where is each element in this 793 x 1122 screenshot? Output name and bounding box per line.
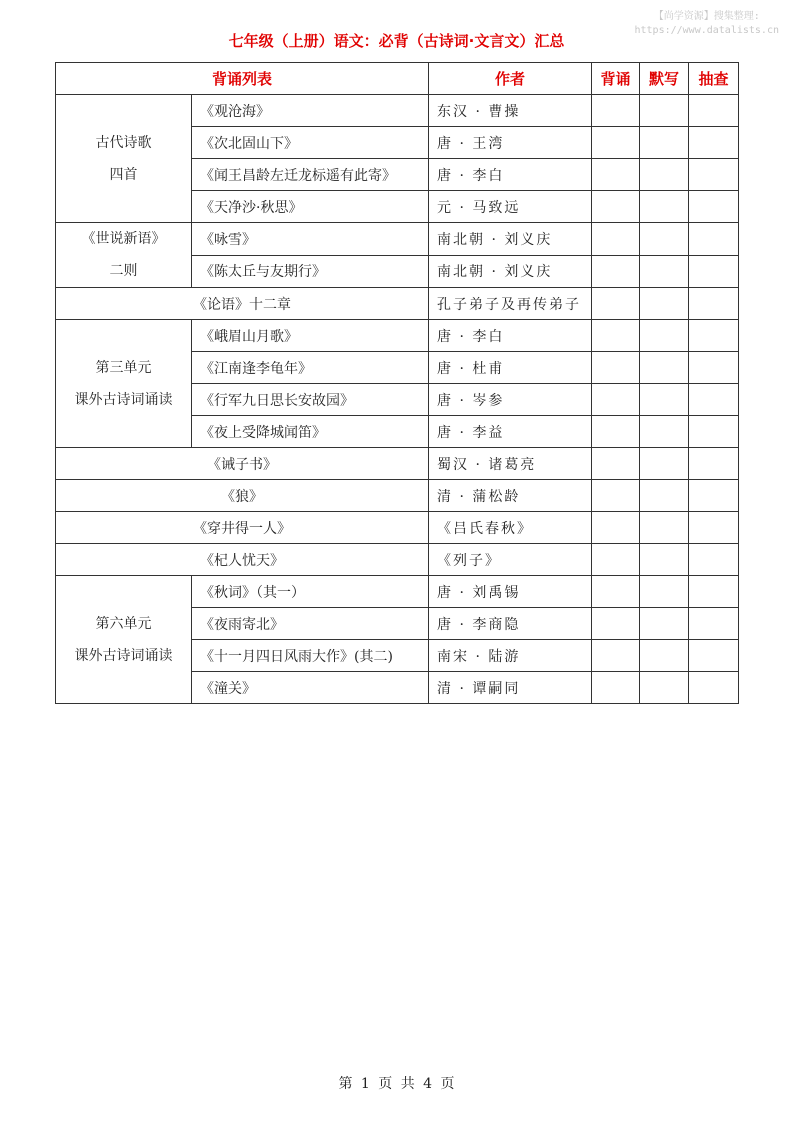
recite-cell[interactable] xyxy=(592,576,640,608)
author-cell: 南北朝 · 刘义庆 xyxy=(429,223,592,256)
title-cell: 《行军九日思长安故园》 xyxy=(192,384,429,416)
table-row xyxy=(56,544,739,576)
title-cell: 《咏雪》 xyxy=(192,223,429,256)
author-cell: 《吕氏春秋》 xyxy=(429,512,592,544)
group-sublabel: 二则 xyxy=(109,263,138,279)
recite-cell[interactable] xyxy=(592,384,640,416)
check-cell[interactable] xyxy=(689,512,739,544)
check-cell[interactable] xyxy=(689,480,739,512)
author-cell: 元 · 马致远 xyxy=(429,191,592,223)
header-recite: 背诵 xyxy=(592,63,640,95)
author-cell: 清 · 蒲松龄 xyxy=(429,480,592,512)
author-cell: 清 · 谭嗣同 xyxy=(429,672,592,704)
dictate-cell[interactable] xyxy=(640,448,689,480)
group-sublabel: 四首 xyxy=(109,166,138,183)
recite-cell[interactable] xyxy=(592,608,640,640)
watermark-line2: https://www.datalists.cn xyxy=(634,25,779,36)
group-cell xyxy=(56,223,192,288)
recite-cell[interactable] xyxy=(592,223,640,256)
recite-cell[interactable] xyxy=(592,416,640,448)
dictate-cell[interactable] xyxy=(640,672,689,704)
check-cell[interactable] xyxy=(689,384,739,416)
title-cell: 《江南逢李龟年》 xyxy=(192,352,429,384)
dictate-cell[interactable] xyxy=(640,255,689,288)
author-cell: 唐 · 李益 xyxy=(429,416,592,448)
dictate-cell[interactable] xyxy=(640,608,689,640)
recite-cell[interactable] xyxy=(592,672,640,704)
table-row xyxy=(56,576,739,608)
check-cell[interactable] xyxy=(689,288,739,320)
recitation-table xyxy=(55,62,739,704)
check-cell[interactable] xyxy=(689,576,739,608)
recite-cell[interactable] xyxy=(592,480,640,512)
group-cell xyxy=(56,320,192,448)
dictate-cell[interactable] xyxy=(640,159,689,191)
watermark-line1: 【尚学资源】搜集整理: xyxy=(653,11,760,22)
dictate-cell[interactable] xyxy=(640,384,689,416)
dictate-cell[interactable] xyxy=(640,352,689,384)
dictate-cell[interactable] xyxy=(640,480,689,512)
check-cell[interactable] xyxy=(689,672,739,704)
title-cell: 《诫子书》 xyxy=(56,448,429,480)
title-cell: 《夜上受降城闻笛》 xyxy=(192,416,429,448)
dictate-cell[interactable] xyxy=(640,95,689,127)
table-row xyxy=(56,320,739,352)
author-cell: 唐 · 王湾 xyxy=(429,127,592,159)
group-label: 第六单元 xyxy=(95,615,152,632)
dictate-cell[interactable] xyxy=(640,191,689,223)
author-cell: 南宋 · 陆游 xyxy=(429,640,592,672)
check-cell[interactable] xyxy=(689,416,739,448)
table-row xyxy=(56,288,739,320)
title-cell: 《天净沙·秋思》 xyxy=(192,191,429,223)
author-cell: 孔子弟子及再传弟子 xyxy=(429,288,592,320)
check-cell[interactable] xyxy=(689,223,739,256)
table-row xyxy=(56,512,739,544)
table-row xyxy=(56,223,739,256)
header-dictate: 默写 xyxy=(640,63,689,95)
title-cell: 《夜雨寄北》 xyxy=(192,608,429,640)
title-cell: 《秋词》（其一） xyxy=(192,576,429,608)
group-label: 《世说新语》 xyxy=(81,231,166,247)
title-cell: 《穿井得一人》 xyxy=(56,512,429,544)
title-cell: 《十一月四日风雨大作》(其二) xyxy=(192,640,429,672)
header-row xyxy=(56,63,739,95)
page-title: 七年级（上册）语文：必背（古诗词·文言文）汇总 xyxy=(228,32,565,50)
dictate-cell[interactable] xyxy=(640,544,689,576)
title-cell: 《狼》 xyxy=(56,480,429,512)
recite-cell[interactable] xyxy=(592,95,640,127)
check-cell[interactable] xyxy=(689,608,739,640)
header-check: 抽查 xyxy=(689,63,739,95)
check-cell[interactable] xyxy=(689,255,739,288)
header-list: 背诵列表 xyxy=(56,63,429,95)
group-label: 第三单元 xyxy=(95,359,152,376)
title-cell: 《观沧海》 xyxy=(192,95,429,127)
recite-cell[interactable] xyxy=(592,512,640,544)
author-cell: 《列子》 xyxy=(429,544,592,576)
check-cell[interactable] xyxy=(689,159,739,191)
author-cell: 唐 · 李白 xyxy=(429,320,592,352)
dictate-cell[interactable] xyxy=(640,223,689,256)
author-cell: 东汉 · 曹操 xyxy=(429,95,592,127)
dictate-cell[interactable] xyxy=(640,288,689,320)
title-cell: 《杞人忧天》 xyxy=(56,544,429,576)
recite-cell[interactable] xyxy=(592,127,640,159)
recite-cell[interactable] xyxy=(592,191,640,223)
check-cell[interactable] xyxy=(689,95,739,127)
page-footer: 第 1 页 共 4 页 xyxy=(338,1076,455,1092)
dictate-cell[interactable] xyxy=(640,127,689,159)
group-cell xyxy=(56,95,192,223)
check-cell[interactable] xyxy=(689,640,739,672)
recite-cell[interactable] xyxy=(592,255,640,288)
recite-cell[interactable] xyxy=(592,288,640,320)
dictate-cell[interactable] xyxy=(640,320,689,352)
dictate-cell[interactable] xyxy=(640,416,689,448)
author-cell: 唐 · 李商隐 xyxy=(429,608,592,640)
check-cell[interactable] xyxy=(689,544,739,576)
recite-cell[interactable] xyxy=(592,640,640,672)
table-row xyxy=(56,95,739,127)
check-cell[interactable] xyxy=(689,448,739,480)
author-cell: 蜀汉 · 诸葛亮 xyxy=(429,448,592,480)
header-author: 作者 xyxy=(429,63,592,95)
author-cell: 唐 · 杜甫 xyxy=(429,352,592,384)
recite-cell[interactable] xyxy=(592,159,640,191)
author-cell: 唐 · 刘禹锡 xyxy=(429,576,592,608)
title-cell: 《峨眉山月歌》 xyxy=(192,320,429,352)
author-cell: 唐 · 李白 xyxy=(429,159,592,191)
recite-cell[interactable] xyxy=(592,352,640,384)
title-cell: 《闻王昌龄左迁龙标遥有此寄》 xyxy=(192,159,429,191)
check-cell[interactable] xyxy=(689,320,739,352)
recite-cell[interactable] xyxy=(592,544,640,576)
table-row xyxy=(56,480,739,512)
title-cell: 《陈太丘与友期行》 xyxy=(192,255,429,288)
group-label: 古代诗歌 xyxy=(95,134,152,151)
dictate-cell[interactable] xyxy=(640,640,689,672)
table-row xyxy=(56,448,739,480)
group-sublabel: 课外古诗词诵读 xyxy=(74,391,173,408)
recite-cell[interactable] xyxy=(592,448,640,480)
recite-cell[interactable] xyxy=(592,320,640,352)
check-cell[interactable] xyxy=(689,352,739,384)
group-cell xyxy=(56,576,192,704)
author-cell: 唐 · 岑参 xyxy=(429,384,592,416)
group-sublabel: 课外古诗词诵读 xyxy=(74,647,173,664)
title-cell: 《潼关》 xyxy=(192,672,429,704)
dictate-cell[interactable] xyxy=(640,512,689,544)
check-cell[interactable] xyxy=(689,191,739,223)
check-cell[interactable] xyxy=(689,127,739,159)
title-cell: 《次北固山下》 xyxy=(192,127,429,159)
title-cell: 《论语》十二章 xyxy=(56,288,429,320)
dictate-cell[interactable] xyxy=(640,576,689,608)
author-cell: 南北朝 · 刘义庆 xyxy=(429,255,592,288)
